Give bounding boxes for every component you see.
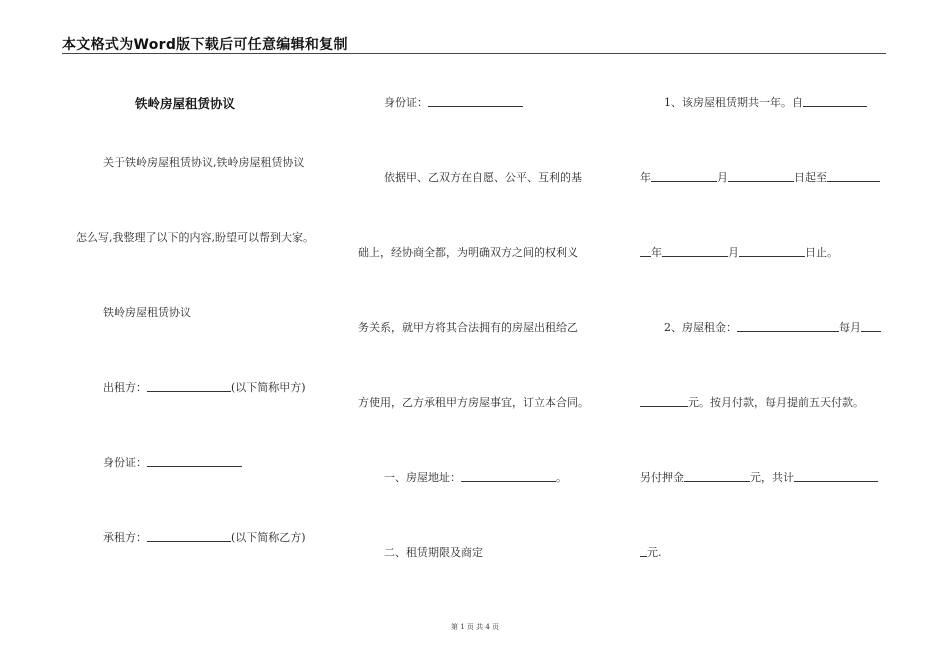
id-label-2: 身份证：: [384, 96, 428, 109]
id-row-1: [103, 454, 242, 470]
lessor-note: (以下简称甲方): [231, 381, 306, 394]
start-month-blank[interactable]: [651, 171, 717, 182]
end-year-tail-blank[interactable]: [640, 246, 651, 257]
until-label: 日止。: [805, 246, 838, 259]
header-rule: [62, 53, 886, 54]
lessee-row: [103, 529, 306, 545]
rent-payment-text: 元。按月付款，每月提前五天付款。: [688, 396, 864, 409]
end-year-blank[interactable]: [827, 171, 880, 182]
deposit-label: 另付押金: [640, 471, 684, 484]
monthly-label: 每月: [839, 321, 861, 334]
term-row-3: [640, 244, 838, 260]
address-label: 一、房屋地址：: [384, 471, 461, 484]
id-blank-2[interactable]: [428, 96, 523, 107]
from-label: 日起至: [794, 171, 827, 184]
address-end: 。: [556, 471, 567, 484]
end-month-blank[interactable]: [662, 246, 728, 257]
month-label-1: 月: [717, 171, 728, 184]
month-label-2: 月: [728, 246, 739, 259]
term-row-2: [640, 169, 880, 185]
paragraph-line-1: 依据甲、乙双方在自愿、公平、互利的基: [384, 171, 582, 184]
id-label-1: 身份证：: [103, 456, 147, 469]
term-heading: 二、租赁期限及商定: [384, 546, 483, 559]
monthly-amount-blank[interactable]: [640, 396, 688, 407]
page-footer: 第 1 页 共 4 页: [450, 623, 500, 631]
document-header: 本文格式为Word版下载后可任意编辑和复制: [62, 37, 348, 53]
end-day-blank[interactable]: [739, 246, 805, 257]
intro-line-2: 怎么写,我整理了以下的内容,盼望可以帮到大家。: [76, 231, 314, 244]
total-label: 元，共计: [750, 471, 794, 484]
deposit-row-2: [640, 544, 662, 560]
lessor-label: 出租方：: [103, 381, 147, 394]
id-blank-1[interactable]: [147, 456, 242, 467]
deposit-blank[interactable]: [684, 471, 750, 482]
intro-line-1: 关于铁岭房屋租赁协议,铁岭房屋租赁协议: [103, 156, 305, 169]
term-start-year-blank[interactable]: [803, 96, 867, 107]
paragraph-line-2: 础上，经协商全都，为明确双方之间的权利义: [358, 246, 578, 259]
paragraph-line-4: 方使用，乙方承租甲方房屋事宜，订立本合同。: [358, 396, 589, 409]
total-tail-blank[interactable]: [640, 546, 647, 557]
address-blank[interactable]: [461, 471, 556, 482]
rent-row-2: [640, 394, 864, 410]
rent-label: 2、房屋租金：: [664, 321, 737, 334]
term-text-1: 1、该房屋租赁期共一年。自: [664, 96, 803, 109]
deposit-end: 元.: [647, 546, 662, 559]
paragraph-line-3: 务关系，就甲方将其合法拥有的房屋出租给乙: [358, 321, 578, 334]
term-row-1: [664, 94, 867, 110]
rent-row-1: [664, 319, 881, 335]
start-day-blank[interactable]: [728, 171, 794, 182]
rent-blank[interactable]: [737, 321, 839, 332]
address-row: [384, 469, 567, 485]
lessor-row: [103, 379, 306, 395]
section-subtitle: 铁岭房屋租赁协议: [103, 306, 191, 319]
id-row-2: [384, 94, 523, 110]
monthly-blank[interactable]: [861, 321, 881, 332]
document-title: 铁岭房屋租赁协议: [135, 96, 236, 111]
lessee-label: 承租方：: [103, 531, 147, 544]
deposit-row-1: [640, 469, 878, 485]
lessee-note: (以下简称乙方): [231, 531, 306, 544]
year-label-2: 年: [651, 246, 662, 259]
lessee-blank[interactable]: [147, 531, 231, 542]
lessor-blank[interactable]: [147, 381, 231, 392]
total-blank[interactable]: [794, 471, 878, 482]
year-label-1: 年: [640, 171, 651, 184]
